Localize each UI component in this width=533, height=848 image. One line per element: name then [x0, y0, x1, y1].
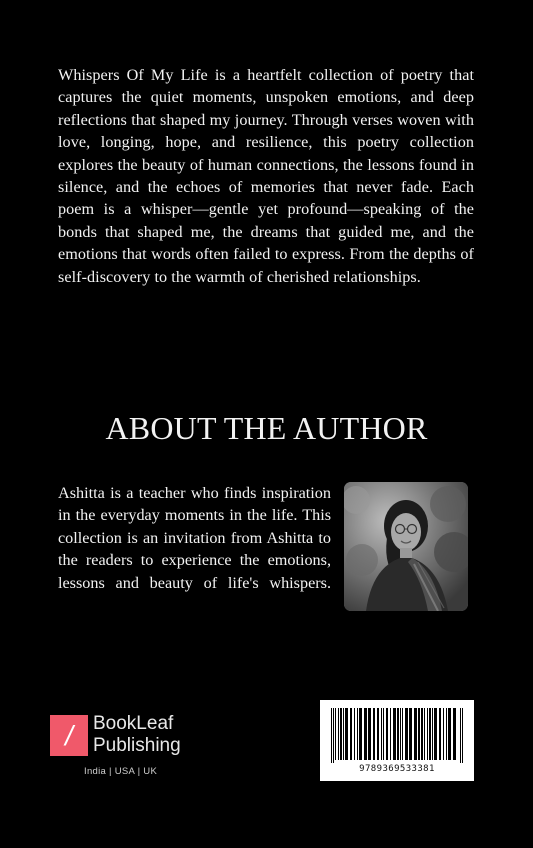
barcode-bar [359, 708, 362, 760]
publisher-name [93, 713, 181, 757]
barcode-bar [429, 708, 431, 760]
author-bio: Ashitta is a teacher who finds inspiration in the everyday moments in the life. This collection is an invitation from Ashitta to the readers to experience the emotions, lessons and beauty of life's whispers. [58, 484, 331, 592]
barcode-bar [390, 708, 391, 760]
barcode-bar [446, 708, 447, 760]
barcode-bar [402, 708, 403, 760]
barcode-bar [397, 708, 399, 760]
barcode-bar [386, 708, 388, 760]
barcode-bar [439, 708, 441, 760]
barcode-bar [335, 708, 336, 760]
publisher-name-line1: BookLeaf [93, 713, 174, 734]
barcode-bar [340, 708, 342, 760]
barcode-bar [350, 708, 352, 760]
publisher-name-line2: Publishing [93, 735, 181, 756]
barcode-bar [405, 708, 408, 760]
barcode-bar [368, 708, 371, 760]
barcode-bar [383, 708, 384, 760]
isbn-barcode [320, 700, 474, 781]
barcode-bar [338, 708, 339, 760]
barcode-bar [434, 708, 437, 760]
barcode-bar [354, 708, 355, 760]
isbn-number: 9789369533381 [359, 764, 435, 774]
barcode-bar [364, 708, 367, 760]
barcode-bar [427, 708, 428, 760]
barcode-bar [421, 708, 423, 760]
barcode-bar [393, 708, 396, 760]
barcode-bar [409, 708, 412, 760]
barcode-bar [343, 708, 344, 760]
barcode-bar [462, 708, 463, 763]
publisher-regions: India | USA | UK [84, 766, 158, 777]
publisher-logo-mark [50, 715, 88, 756]
barcode-bar [448, 708, 451, 760]
book-blurb: Whispers Of My Life is a heartfelt collection of poetry that captures the quiet moments, unspoken emotions, and deep reflections that shaped my journey. Through verses woven with love, longing, hope, and resilience, this poetry collection explores the beauty of human connections, the lessons found in silence, and the echoes of memories that never fade. Each poem is a whisper—gentle yet profound—speaking of the bonds that shaped me, the dreams that guided me, and the emotions that words often failed to express. From the depths of self-discovery to the warmth of cherished relationships. [58, 66, 474, 286]
barcode-bar [443, 708, 444, 760]
barcode-bar [381, 708, 382, 760]
barcode-bar [424, 708, 425, 760]
barcode-bar [357, 708, 358, 760]
barcode-bar [460, 708, 461, 763]
publisher-logo [50, 715, 200, 781]
barcode-bar [345, 708, 348, 760]
barcode-bar [414, 708, 417, 760]
about-author-heading: ABOUT THE AUTHOR [105, 410, 428, 446]
publisher-logo-slash: / [65, 720, 73, 751]
author-photo [344, 482, 468, 611]
barcode-bar [400, 708, 401, 760]
barcode-bars [329, 708, 465, 763]
barcode-bar [373, 708, 375, 760]
barcode-bar [331, 708, 332, 763]
barcode-bar [432, 708, 433, 760]
barcode-bar [418, 708, 420, 760]
barcode-bar [453, 708, 456, 760]
barcode-bar [333, 708, 334, 763]
barcode-bar [377, 708, 379, 760]
